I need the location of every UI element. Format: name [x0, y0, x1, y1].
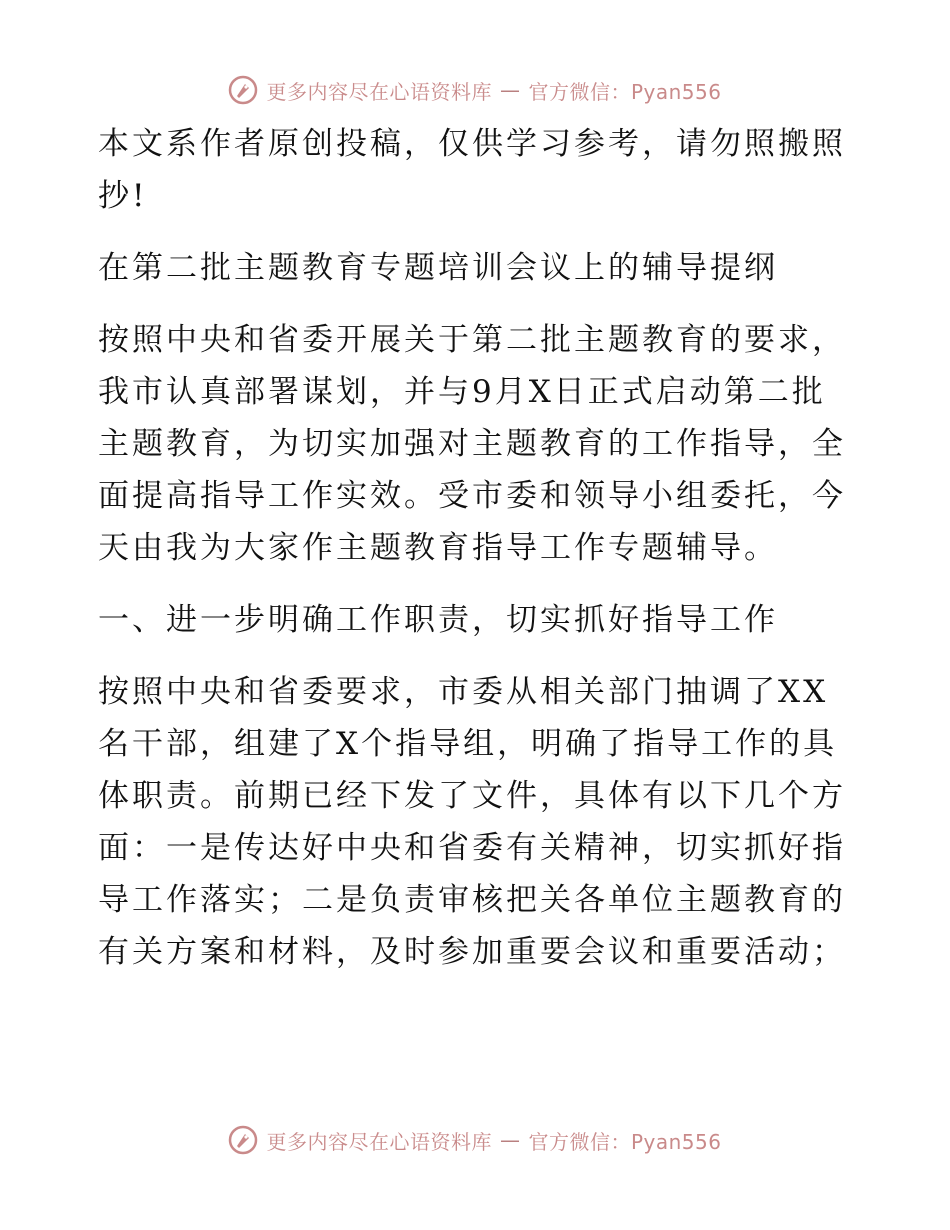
- pen-nib-logo-icon: [228, 75, 258, 105]
- pen-nib-logo-icon: [228, 1125, 258, 1155]
- watermark-site-text: 更多内容尽在心语资料库: [266, 1129, 492, 1154]
- footer-watermark: [0, 1120, 950, 1160]
- watermark-separator: —: [499, 78, 521, 102]
- document-title: 在第二批主题教育专题培训会议上的辅导提纲: [98, 250, 778, 286]
- copyright-notice: 本文系作者原创投稿，仅供学习参考，请勿照搬照抄!: [98, 126, 846, 214]
- watermark-separator: —: [499, 1128, 521, 1152]
- watermark-contact-text: 官方微信：Pyan556: [528, 79, 722, 104]
- header-watermark: [0, 70, 950, 110]
- intro-paragraph: 按照中央和省委开展关于第二批主题教育的要求，我市认真部署谋划，并与9月X日正式启动第二批主题教育，为切实加强对主题教育的工作指导，全面提高指导工作实效。受市委和领导小组委托，今天由我为大家作主题教育指导工作专题辅导。: [98, 322, 846, 566]
- watermark-site-text: 更多内容尽在心语资料库: [266, 79, 492, 104]
- document-body: [98, 118, 854, 978]
- section-heading-1: 一、进一步明确工作职责，切实抓好指导工作: [98, 602, 778, 638]
- watermark-contact-text: 官方微信：Pyan556: [528, 1129, 722, 1154]
- section-body-1: 按照中央和省委要求，市委从相关部门抽调了XX名干部，组建了X个指导组，明确了指导工作的具体职责。前期已经下发了文件，具体有以下几个方面：一是传达好中央和省委有关精神，切实抓好指导工作落实；二是负责审核把关各单位主题教育的有关方案和材料，及时参加重要会议和重要活动；: [98, 674, 846, 970]
